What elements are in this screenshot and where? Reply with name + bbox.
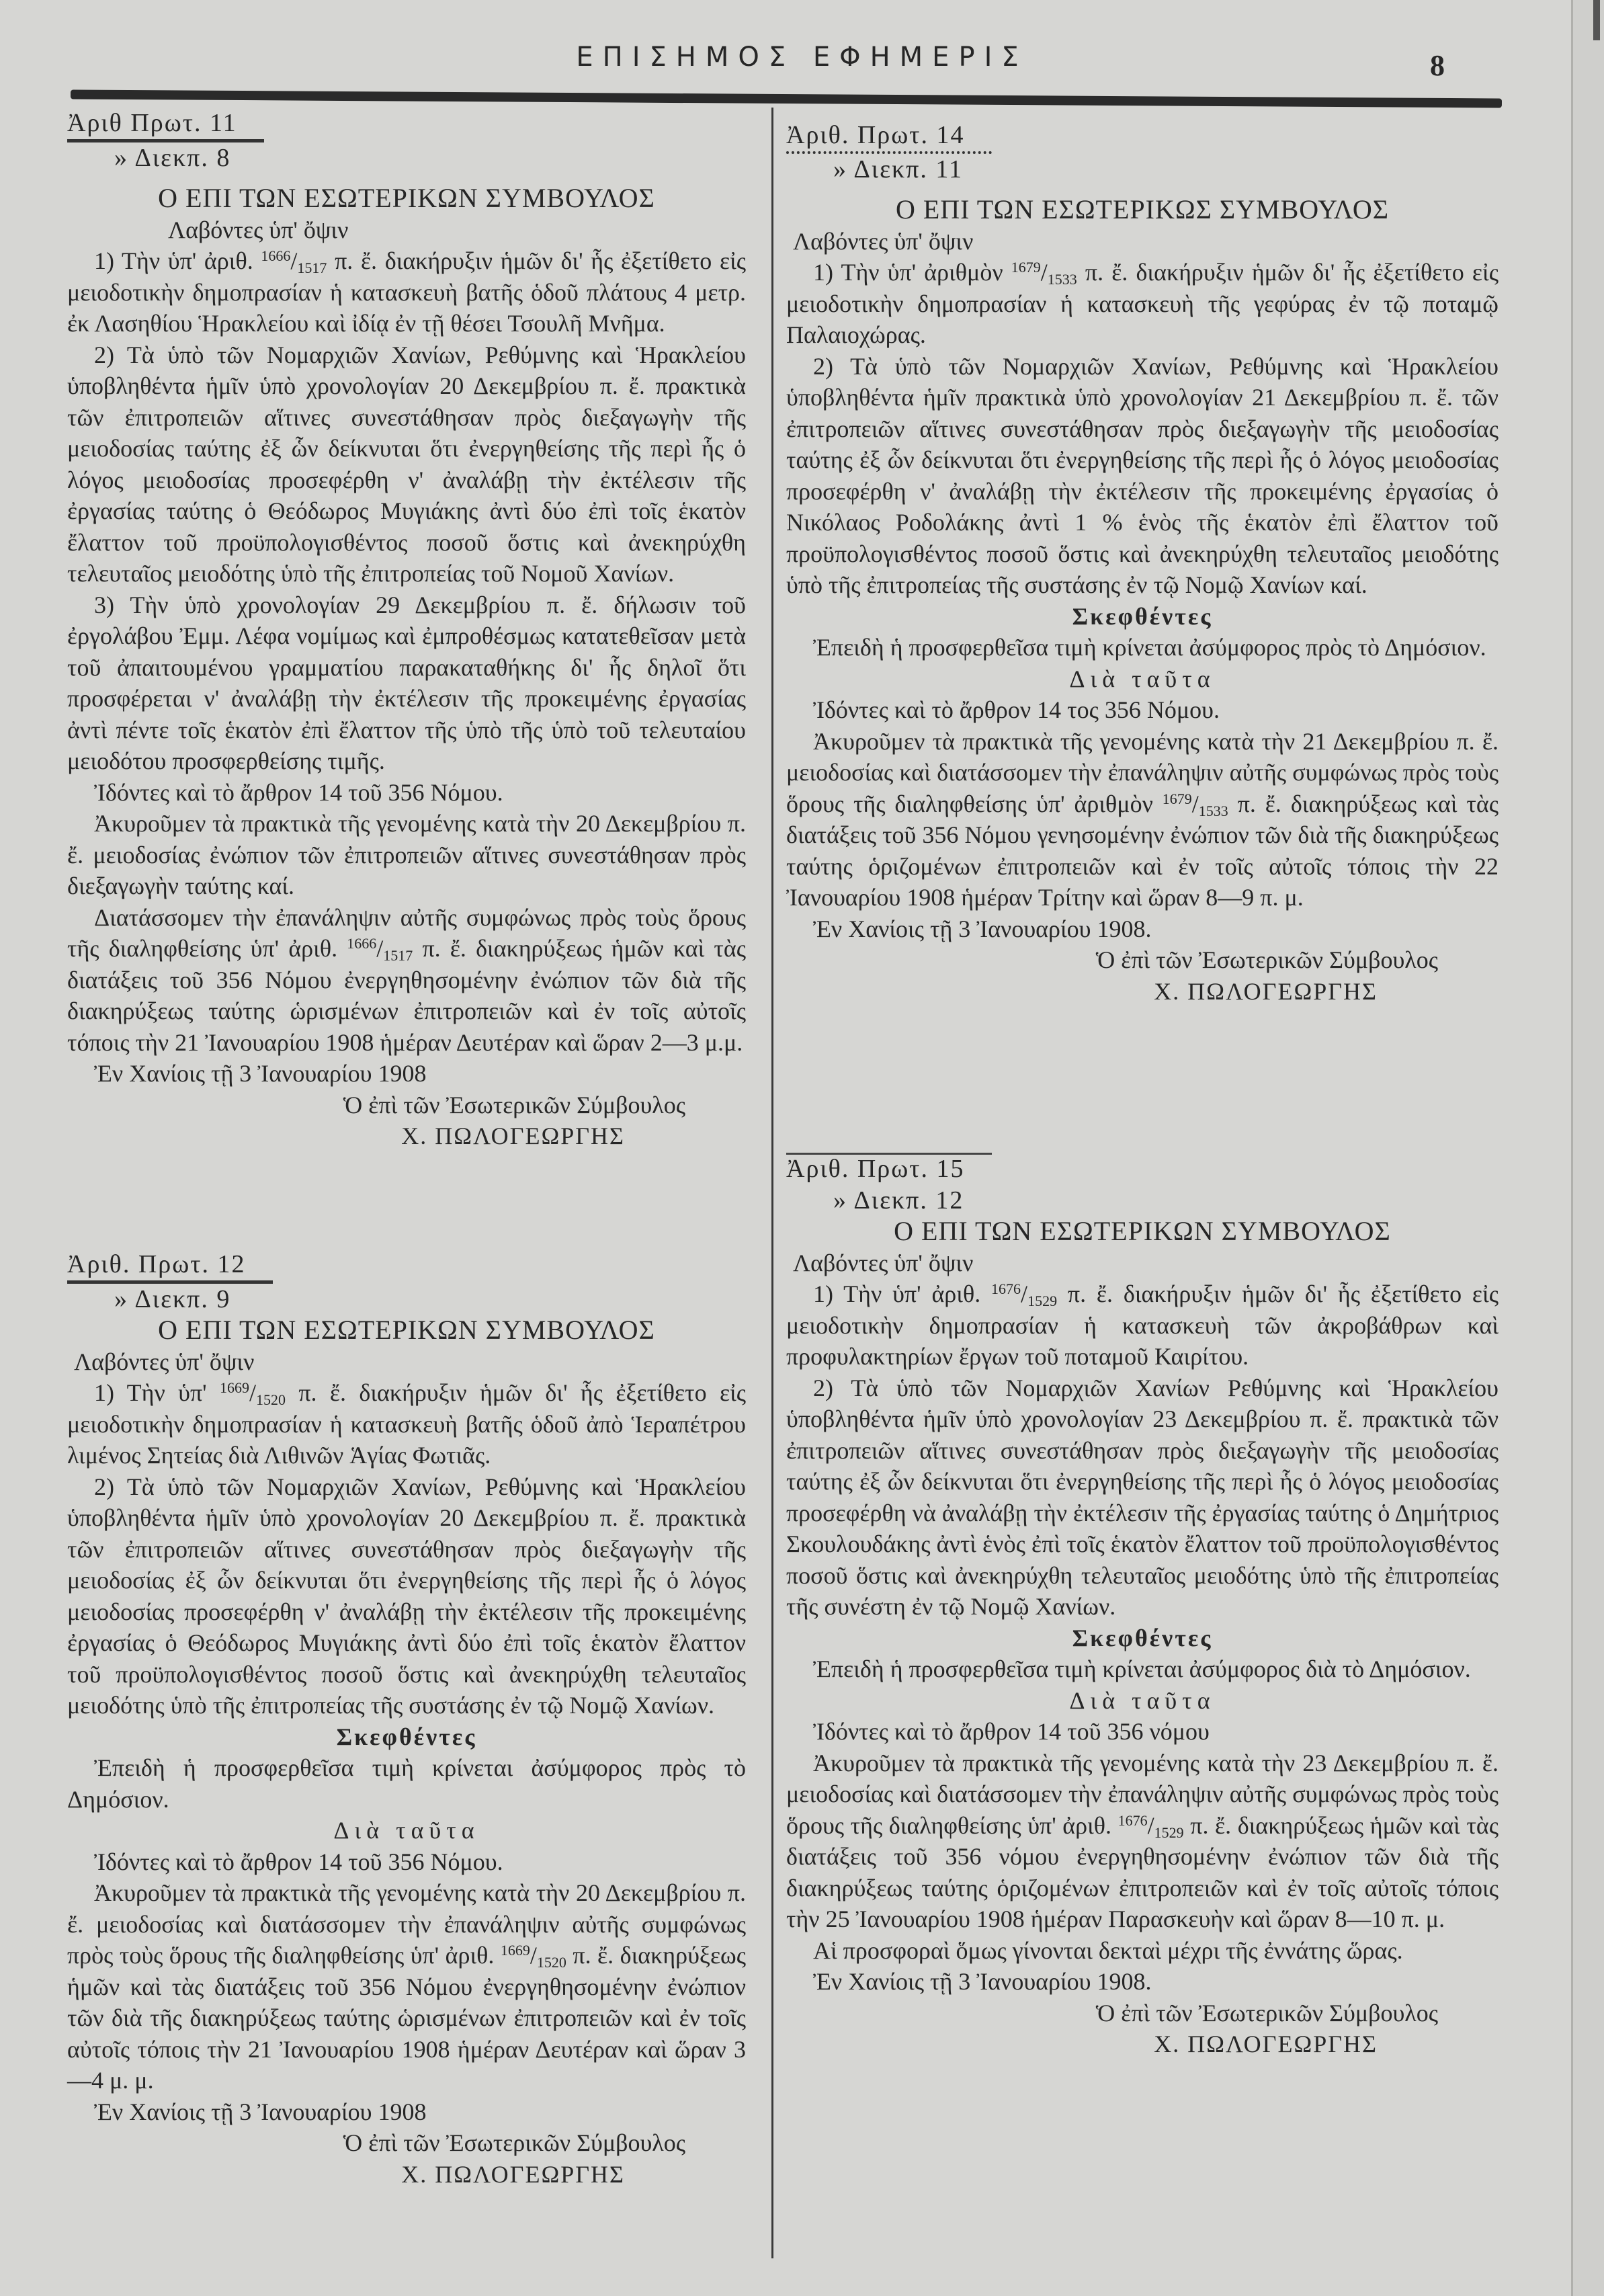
page-edge-mark [1593, 0, 1600, 40]
paragraph: Ἰδόντες καὶ τὸ ἄρθρον 14 τοῦ 356 Νόμου. [94, 1848, 503, 1875]
paragraph: Ἐπειδὴ ἡ προσφερθεῖσα τιμὴ κρίνεται ἀσύμφορος πρὸς τὸ Δημόσιον. [813, 634, 1486, 661]
date-line: Ἐν Χανίοις τῇ 3 Ἰανουαρίου 1908 [94, 2098, 427, 2125]
dispatch-number: » Διεκπ. 8 [114, 143, 231, 172]
signatory-name: Χ. ΠΩΛΟΓΕΩΡΓΗΣ [1154, 2031, 1378, 2057]
paragraph: Διατάσσομεν τὴν ἐπανάληψιν αὐτῆς συμφώνως πρὸς τοὺς ὅρους τῆς διαληφθείσης ὑπ' ἀριθ. $^{1666}/_{1517}$ π. ἔ. διακηρύξεως ἡμῶν καὶ τὰς διατάξεις τοῦ 356 Νόμου ἐνεργηθησομένην ἐνώπιον τῶν διὰ τῆς διακηρύξεως ταύτης ὡρισμένων ἐπιτροπειῶν καὶ ἐν τοῖς αὐτοῖς τόποις τὴν 21 Ἰανουαρίου 1908 ἡμέραν Δευτέραν καὶ ὥραν 2—3 μ.μ. [67, 903, 747, 1056]
column-divider [771, 108, 773, 2258]
considering-label: Λαβόντες ὑπ' ὄψιν [168, 216, 349, 243]
paragraph: Ἐπειδὴ ἡ προσφερθεῖσα τιμὴ κρίνεται ἀσύμφορος πρὸς τὸ Δημόσιον. [67, 1754, 746, 1813]
signatory-title: Ὁ ἐπὶ τῶν Ἐσωτερικῶν Σύμβουλος [1095, 946, 1438, 973]
protocol-number: Ἀριθ. Πρωτ. 15 [786, 1153, 992, 1183]
protocol-number: Ἀριθ. Πρωτ. 14 [786, 120, 992, 154]
therefore-heading: Διὰ ταῦτα [1069, 665, 1216, 692]
header-rule [71, 89, 1502, 108]
considered-heading: Σκεφθέντες [1072, 1624, 1213, 1651]
decision-15 [786, 1153, 1499, 2060]
paragraph: Ἀκυροῦμεν τὰ πρακτικὰ τῆς γενομένης κατὰ τὴν 23 Δεκεμβρίου π. ἔ. μειοδοσίας καὶ διατάσσομεν τὴν ἐπανάληψιν αὐτῆς συμφώνως πρὸς τοὺς ὅρους τῆς διαληφθείσης ὑπ' ἀριθ. $^{1676}/_{1529}$ π. ἔ. διακηρύξεως ἡμῶν καὶ τὰς διατάξεις τοῦ 356 νόμου ἐνεργηθησομένην ἐνώπιον τῶν διὰ τῆς διακηρύξεως ταύτης ὁριζομένων ἐπιτροπειῶν καὶ ἐν τοῖς αὐτοῖς τόποις τὴν 25 Ἰανουαρίου 1908 ἡμέραν Παρασκευὴν καὶ ὥραν 8—10 π. μ. [786, 1749, 1499, 1932]
section-title: Ο ΕΠΙ ΤΩΝ ΕΣΩΤΕΡΙΚΩΝ ΣΥΜΒΟΥΛΟΣ [158, 183, 655, 213]
paragraph: Ἀκυροῦμεν τὰ πρακτικὰ τῆς γενομένης κατὰ τὴν 20 Δεκεμβρίου π. ἔ. μειοδοσίας καὶ διατάσσομεν τὴν ἐπανάληψιν αὐτῆς συμφώνως πρὸς τοὺς ὅρους τῆς διαληφθείσης ὑπ' ἀριθ. $^{1669}/_{1520}$ π. ἔ. διακηρύξεως ἡμῶν καὶ τὰς διατάξεις τοῦ 356 Νόμου ἐνεργηθησομένην ἐνώπιον τῶν διὰ τῆς διακηρύξεως ταύτης ὡρισμένων ἐπιτροπειῶν καὶ ἐν τοῖς αὐτοῖς τόποις τὴν 21 Ἰανουαρίου 1908 ἡμέραν Δευτέραν καὶ ὥραν 3—4 μ. μ. [67, 1879, 747, 2094]
page-number: 8 [1430, 49, 1445, 82]
signatory-name: Χ. ΠΩΛΟΓΕΩΡΓΗΣ [1154, 977, 1378, 1005]
section-title: Ο ΕΠΙ ΤΩΝ ΕΣΩΤΕΡΙΚΩΣ ΣΥΜΒΟΥΛΟΣ [895, 194, 1390, 224]
therefore-heading: Διὰ ταῦτα [333, 1817, 480, 1844]
considered-heading: Σκεφθέντες [336, 1723, 477, 1750]
paragraph: Ἐπειδὴ ἡ προσφερθεῖσα τιμὴ κρίνεται ἀσύμφορος διὰ τὸ Δημόσιον. [813, 1655, 1471, 1682]
decision-11 [67, 108, 746, 1152]
decision-14 [786, 120, 1499, 1007]
signatory-name: Χ. ΠΩΛΟΓΕΩΡΓΗΣ [401, 1122, 625, 1149]
therefore-heading: Διὰ ταῦτα [1069, 1686, 1216, 1714]
signatory-title: Ὁ ἐπὶ τῶν Ἐσωτερικῶν Σύμβουλος [343, 2129, 685, 2156]
section-title: Ο ΕΠΙ ΤΩΝ ΕΣΩΤΕΡΙΚΩΝ ΣΥΜΒΟΥΛΟΣ [894, 1216, 1391, 1246]
paragraph: 1) Τὴν ὑπ' $^{1669}/_{1520}$ π. ἔ. διακήρυξιν ἡμῶν δι' ἧς ἐξετίθετο εἰς μειοδοτικὴν δημοπρασίαν ἡ κατασκευὴ βατῆς ὁδοῦ ἀπὸ Ἱεραπέτρου λιμένος Σητείας διὰ Λιθινῶν Ἁγίας Φωτιᾶς. [67, 1379, 747, 1469]
protocol-number: Ἀριθ Πρωτ. 11 [67, 108, 264, 142]
paragraph: 2) Τὰ ὑπὸ τῶν Νομαρχιῶν Χανίων, Ρεθύμνης καὶ Ἡρακλείου ὑποβληθέντα ἡμῖν ὑπὸ χρονολογίαν 20 Δεκεμβρίου π. ἔ. πρακτικὰ τῶν ἐπιτροπειῶν αἵτινες συνεστάθησαν πρὸς διεξαγωγὴν τῆς μειοδοσίας ἐξ ὧν δείκνυται ὅτι ἐνεργηθείσης τῆς περὶ ἧς ὁ λόγος μειοδοσίας προσεφέρθη ν' ἀναλάβῃ τὴν ἐκτέλεσιν τῆς προκειμένης ἐργασίας ὁ Θεόδωρος Μυγιάκης ἀντὶ δύο ἐπὶ τοῖς ἑκατὸν ἔλαττον τοῦ προϋπολογισθέντος ποσοῦ ὅστις καὶ ἀνεκηρύχθη τελευταῖος μειοδότης ὑπὸ τῆς ἐπιτροπείας τῆς συστάσης ἐν τῷ Νομῷ Χανίων. [67, 1473, 746, 1719]
section-title: Ο ΕΠΙ ΤΩΝ ΕΣΩΤΕΡΙΚΩΝ ΣΥΜΒΟΥΛΟΣ [158, 1315, 655, 1345]
decision-12 [67, 1249, 746, 2190]
paragraph: Αἱ προσφοραὶ ὅμως γίνονται δεκταὶ μέχρι τῆς ἐννάτης ὥρας. [813, 1936, 1403, 1964]
paragraph: 1) Τὴν ὑπ' ἀριθμὸν $^{1679}/_{1533}$ π. ἔ. διακήρυξιν ἡμῶν δι' ἧς ἐξετίθετο εἰς μειοδοτικὴν δημοπρασίαν ἡ κατασκευὴ τῆς γεφύρας ἐν τῷ ποταμῷ Παλαιοχώρας. [786, 259, 1499, 348]
paragraph: 1) Τὴν ὑπ' ἀριθ. $^{1666}/_{1517}$ π. ἔ. διακήρυξιν ἡμῶν δι' ἧς ἐξετίθετο εἰς μειοδοτικὴν δημοπρασίαν ἡ κατασκευὴ βατῆς ὁδοῦ πλάτους 4 μετρ. ἐκ Λασηθίου Ἡρακλείου καὶ ἰδίᾳ ἐν τῇ θέσει Τσουλῆ Μνῆμα. [67, 247, 747, 337]
considering-label: Λαβόντες ὑπ' ὄψιν [74, 1348, 255, 1375]
considering-label: Λαβόντες ὑπ' ὄψιν [793, 1249, 974, 1276]
page-edge [1571, 0, 1604, 2296]
dispatch-number: » Διεκπ. 9 [114, 1284, 231, 1313]
masthead-title: ΕΠΙΣΗΜΟΣ ΕΦΗΜΕΡΙΣ [576, 42, 1028, 73]
paragraph: Ἰδόντες καὶ τὸ ἄρθρον 14 τος 356 Νόμου. [813, 696, 1220, 723]
paragraph: Ἰδόντες καὶ τὸ ἄρθρον 14 τοῦ 356 Νόμου. [94, 778, 503, 806]
dispatch-number: » Διεκπ. 11 [833, 155, 963, 183]
signatory-title: Ὁ ἐπὶ τῶν Ἐσωτερικῶν Σύμβουλος [1095, 1999, 1438, 2026]
protocol-number: Ἀριθ. Πρωτ. 12 [67, 1249, 273, 1284]
paragraph: Ἀκυροῦμεν τὰ πρακτικὰ τῆς γενομένης κατὰ τὴν 21 Δεκεμβρίου π. ἔ. μειοδοσίας καὶ διατάσσομεν τὴν ἐπανάληψιν αὐτῆς συμφώνως πρὸς τοὺς ὅρους τῆς διαληφθείσης ὑπ' ἀριθμὸν $^{1679}/_{1533}$ π. ἔ. διακηρύξεως καὶ τὰς διατάξεις τοῦ 356 Νόμου γενησομένην ἐνώπιον τῶν διὰ τῆς διακηρύξεως ταύτης ὁριζομένων ἐπιτροπειῶν καὶ ἐν τοῖς αὐτοῖς τόποις τὴν 22 Ἰανουαρίου 1908 ἡμέραν Τρίτην καὶ ὥραν 8—9 π. μ. [786, 727, 1499, 911]
signatory-title: Ὁ ἐπὶ τῶν Ἐσωτερικῶν Σύμβουλος [343, 1091, 685, 1118]
date-line: Ἐν Χανίοις τῇ 3 Ἰανουαρίου 1908 [94, 1060, 427, 1087]
paragraph: 2) Τὰ ὑπὸ τῶν Νομαρχιῶν Χανίων Ρεθύμνης καὶ Ἡρακλείου ὑποβληθέντα ἡμῖν ὑπὸ χρονολογίαν 23 Δεκεμβρίου π. ἔ. πρακτικὰ τῶν ἐπιτροπειῶν αἵτινες συνεστάθησαν πρὸς διεξαγωγὴν τῆς μειοδοσίας ταύτης ἐξ ὧν δείκνυται ὅτι ἐνεργηθείσης τῆς περὶ ἧς ὁ λόγος μειοδοσίας προσεφέρθη νὰ ἀναλάβῃ τὴν ἐκτέλεσιν τῆς ἐργασίας ταύτης ὁ Δημήτριος Σκουλουδάκης ἀντὶ ἑνὸς ἐπὶ τοῖς ἑκατὸν ἔλαττον τοῦ προϋπολογισθέντος ποσοῦ ὅστις καὶ ἀνεκηρύχθη τελευταῖος μειοδότης ὑπὸ τῆς ἐπιτροπείας τῆς συνέστη ἐν τῷ Νομῷ Χανίων. [786, 1374, 1499, 1620]
considering-label: Λαβόντες ὑπ' ὄψιν [793, 227, 974, 255]
date-line: Ἐν Χανίοις τῇ 3 Ἰανουαρίου 1908. [813, 915, 1152, 942]
dispatch-number: » Διεκπ. 12 [833, 1186, 964, 1215]
paragraph: Ἀκυροῦμεν τὰ πρακτικὰ τῆς γενομένης κατὰ τὴν 20 Δεκεμβρίου π. ἔ. μειοδοσίας ἐνώπιον τῶν ἐπιτροπειῶν αἵτινες συνεστάθησαν πρὸς διεξαγωγὴν ταύτης καί. [67, 810, 746, 899]
signatory-name: Χ. ΠΩΛΟΓΕΩΡΓΗΣ [401, 2160, 625, 2188]
paragraph: 1) Τὴν ὑπ' ἀριθ. $^{1676}/_{1529}$ π. ἔ. διακήρυξιν ἡμῶν δι' ἧς ἐξετίθετο εἰς μειοδοτικὴν δημοπρασίαν ἡ κατασκευὴ τῶν ἀκροβάθρων καὶ προφυλακτηρίων ἔργων τοῦ ποταμοῦ Καιρίτου. [786, 1280, 1499, 1370]
paragraph: Ἰδόντες καὶ τὸ ἄρθρον 14 τοῦ 356 νόμου [813, 1718, 1210, 1745]
considered-heading: Σκεφθέντες [1072, 602, 1213, 630]
paragraph: 2) Τὰ ὑπὸ τῶν Νομαρχιῶν Χανίων, Ρεθύμνης καὶ Ἡρακλείου ὑποβληθέντα ἡμῖν πρακτικὰ ὑπὸ χρονολογίαν 21 Δεκεμβρίου π. ἔ. τῶν ἐπιτροπειῶν αἵτινες συνεστάθησαν πρὸς διεξαγωγὴν τῆς μειοδοσίας ταύτης ἐξ ὧν δείκνυται ὅτι ἐνεργηθείσης τῆς περὶ ἧς ὁ λόγος μειοδοσίας προσεφέρθη ν' ἀναλάβῃ τὴν ἐκτέλεσιν τῆς προκειμένης ἐργασίας ὁ Νικόλαος Ροδολάκης ἀντὶ 1 % ἑνὸς τῆς ἑκατὸν ἐπὶ ἔλαττον τοῦ προϋπολογισθέντος ποσοῦ ὅστις καὶ ἀνεκηρύχθη τελευταῖος μειοδότης ὑπὸ τῆς ἐπιτροπείας τῆς συστάσης ἐν τῷ Νομῷ Χανίων καί. [786, 352, 1499, 598]
date-line: Ἐν Χανίοις τῇ 3 Ἰανουαρίου 1908. [813, 1968, 1152, 1995]
paragraph: 3) Τὴν ὑπὸ χρονολογίαν 29 Δεκεμβρίου π. ἔ. δήλωσιν τοῦ ἐργολάβου Ἐμμ. Λέφα νομίμως καὶ ἐμπροθέσμως κατατεθεῖσαν μετὰ τοῦ ἀπαιτουμένου γραμματίου παρακαταθήκης δι' ἧς δηλοῖ ὅτι προσφέρεται ν' ἀναλάβῃ τὴν ἐκτέλεσιν τῆς προκειμένης ἐργασίας ἀντὶ πέντε τοῖς ἑκατὸν ἐπὶ ἔλαττον τῆς ὑπὸ τῆς ὑπὸ τοῦ τελευταίου μειοδότου προσφερθείσης τιμῆς. [67, 591, 746, 774]
paragraph: 2) Τὰ ὑπὸ τῶν Νομαρχιῶν Χανίων, Ρεθύμνης καὶ Ἡρακλείου ὑποβληθέντα ἡμῖν ὑπὸ χρονολογίαν 20 Δεκεμβρίου π. ἔ. πρακτικὰ τῶν ἐπιτροπειῶν αἵτινες συνεστάθησαν πρὸς διεξαγωγὴν τῆς μειοδοσίας ταύτης ἐξ ὧν δείκνυται ὅτι ἐνεργηθείσης τῆς περὶ ἧς ὁ λόγος μειοδοσίας προσεφέρθη ν' ἀναλάβῃ τὴν ἐκτέλεσιν τῆς ἐργασίας ταύτης ὁ Θεόδωρος Μυγιάκης ἀντὶ δύο ἐπὶ τοῖς ἑκατὸν ἔλαττον τοῦ προϋπολογισθέντος ποσοῦ ὅστις καὶ ἀνεκηρύχθη τελευταῖος μειοδότης ὑπὸ τῆς ἐπιτροπείας τοῦ Νομοῦ Χανίων. [67, 341, 746, 587]
